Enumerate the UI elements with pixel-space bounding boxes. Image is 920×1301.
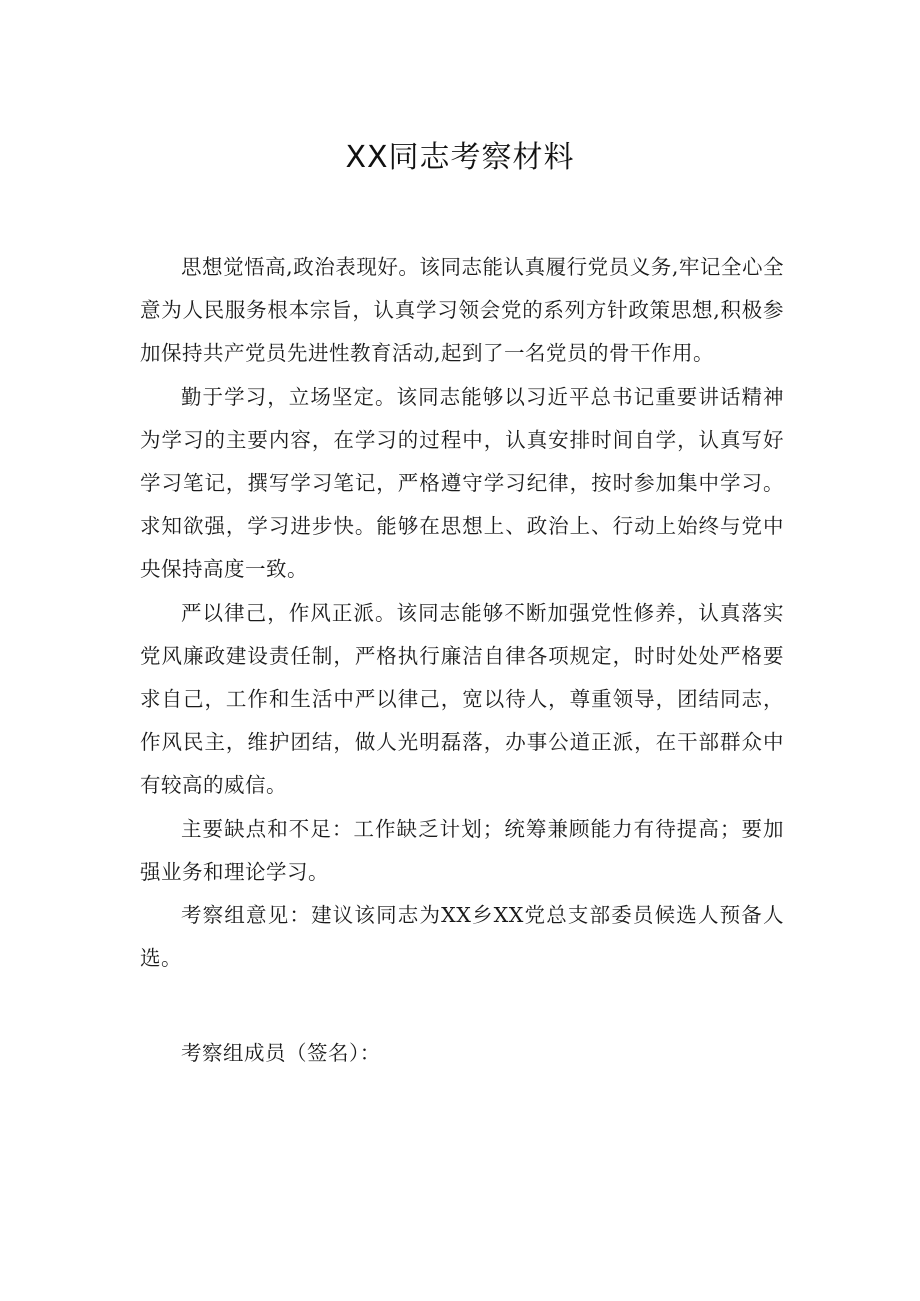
paragraph-study: 勤于学习，立场坚定。该同志能够以习近平总书记重要讲话精神为学习的主要内容，在学习的过程中，认真安排时间自学，认真写好学习笔记，撰写学习笔记，严格遵守学习纪律，按时参加集中学习。求知欲强，学习进步快。能够在思想上、政治上、行动上始终与党中央保持高度一致。	[140, 384, 784, 582]
paragraph-political-performance: 思想觉悟高,政治表现好。该同志能认真履行党员义务,牢记全心全意为人民服务根本宗旨，认真学习领会党的系列方针政策思想,积极参加保持共产党员先进性教育活动,起到了一名党员的骨干作用。	[140, 255, 784, 366]
paragraph-discipline: 严以律己，作风正派。该同志能够不断加强党性修养，认真落实党风廉政建设责任制，严格执行廉洁自律各项规定，时时处处严格要求自己，工作和生活中严以律己，宽以待人，尊重领导，团结同志，作风民主，维护团结，做人光明磊落，办事公道正派，在干部群众中有较高的威信。	[140, 600, 784, 798]
paragraph-shortcomings: 主要缺点和不足：工作缺乏计划；统筹兼顾能力有待提高；要加强业务和理论学习。	[140, 816, 784, 884]
document-title: XX同志考察材料	[345, 140, 575, 175]
paragraph-team-opinion: 考察组意见：建议该同志为XX乡XX党总支部委员候选人预备人选。	[140, 903, 784, 971]
signature-label: 考察组成员（签名）：	[181, 1041, 381, 1065]
document-body	[140, 246, 784, 980]
